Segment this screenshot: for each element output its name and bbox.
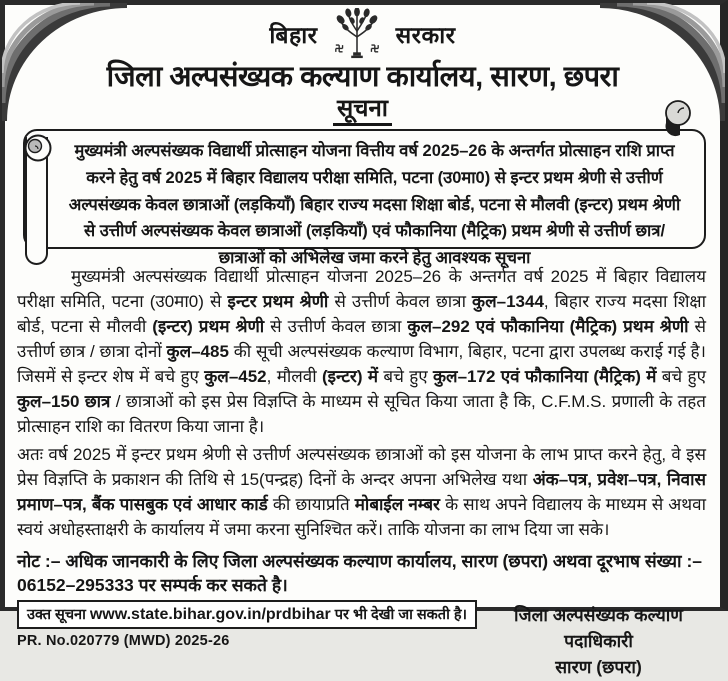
text-segment: की छायाप्रति <box>267 494 355 514</box>
text-segment: से उत्तीर्ण छात्र / छात्रा दोनों <box>17 317 706 362</box>
text-segment: के साथ अपने विद्यालय के माध्यम से अथवा स्वयं अधोहस्ताक्षरी के कार्यालय में जमा करना सुनिश्चित करें। ताकि योजना का लाभ दिया जा सके। <box>17 494 706 539</box>
footer <box>5 598 720 681</box>
website-prefix: उक्त सूचना <box>27 606 90 623</box>
text-segment: मुख्यमंत्री अल्पसंख्यक विद्यार्थी प्रोत्साहन योजना 2025–26 के अन्तर्गत वर्ष 2025 में बिहार विद्यालय परीक्षा समिति, पटना (उ0मा0) से <box>17 267 706 312</box>
text-segment: / छात्राओं को इस प्रेस विज्ञप्ति के माध्यम से सूचित किया जाता है कि, C.F.M.S. प्रणाली के तहत प्रोत्साहन राशि का वितरण किया जाना है। <box>17 392 706 436</box>
text-segment-bold: अंक–पत्र, प्रवेश–पत्र, निवास प्रमाण–पत्र, बैंक पासबुक एवं आधार कार्ड <box>17 469 707 514</box>
text-segment: , बिहार राज्य मदसा शिक्षा बोर्ड, पटना से मौलवी <box>17 292 706 337</box>
text-segment-bold: कुल–150 छात्र <box>17 392 111 411</box>
text-segment: से उत्तीर्ण केवल छात्रा <box>328 292 473 312</box>
paragraph-2 <box>17 443 706 543</box>
website-url: www.state.bihar.gov.in/prdbihar <box>89 605 331 623</box>
page-title: जिला अल्पसंख्यक कल्याण कार्यालय, सारण, छपरा <box>106 61 619 93</box>
text-segment: अतः वर्ष 2025 में इन्टर प्रथम श्रेणी से उत्तीर्ण अल्पसंख्यक छात्राओं को इस योजना के लाभ प्राप्त करने हेतु, वे इस प्रेस विज्ञप्ति के प्रकाशन की तिथि से 15(पन्द्रह) दिनों के अन्दर अपना अभिलेख यथा <box>17 444 706 489</box>
text-segment: की सूची अल्पसंख्यक कल्याण विभाग, बिहार, पटना द्वारा उपलब्ध कराई गई है। जिसमें से इन्टर शेष में बचे हुए <box>17 342 706 387</box>
text-segment: , मौलवी <box>266 367 322 387</box>
text-segment-bold: कुल–172 एवं फौकानिया (मैट्रिक) में <box>433 367 657 387</box>
gov-word-right: सरकार <box>395 22 456 48</box>
text-segment-bold: कुल–292 एवं फौकानिया (मैट्रिक) प्रथम श्रेणी <box>407 317 689 337</box>
notice-box-area <box>5 125 720 267</box>
text-segment-bold: कुल–1344 <box>472 292 544 312</box>
text-segment: बचे हुए <box>378 367 433 387</box>
masthead <box>5 7 720 61</box>
website-info-box <box>17 600 477 629</box>
text-segment: से उत्तीर्ण केवल छात्रा <box>264 317 408 337</box>
bihar-govt-tree-emblem-icon <box>328 8 386 60</box>
signature-place: सारण (छपरा) <box>555 657 642 678</box>
text-segment: बचे हुए <box>656 367 706 387</box>
text-segment-bold: मोबाईल नम्बर <box>354 494 440 514</box>
footer-left <box>17 600 487 649</box>
page-subtitle-text: सूचना <box>333 95 392 126</box>
gov-word-left: बिहार <box>269 22 318 48</box>
text-segment-bold: (इन्टर) में <box>322 367 379 387</box>
notice-box: मुख्यमंत्री अल्पसंख्यक विद्यार्थी प्रोत्साहन योजना वित्तीय वर्ष 2025–26 के अन्तर्गत प्रोत्साहन राशि प्राप्त करने हेतु वर्ष 2025 में बिहार विद्यालय परीक्षा समिति, पटना (उ0मा0) से इन्टर प्रथम श्रेणी से उत्तीर्ण अल्पसंख्यक केवल छात्राओं (लड़कियाँ) बिहार राज्य मदसा शिक्षा बोर्ड, पटना से मौलवी (इन्टर) प्रथम श्रेणी से उत्तीर्ण अल्पसंख्यक केवल छात्राओं (लड़कियाँ) एवं फौकानिया (मैट्रिक) प्रथम श्रेणी से उत्तीर्ण छात्र/छात्राओं को अभिलेख जमा करने हेतु आवश्यक सूचना <box>23 129 706 249</box>
text-segment-bold: इन्टर प्रथम श्रेणी <box>227 292 329 312</box>
signature-block <box>487 600 710 681</box>
signature-designation: जिला अल्पसंख्यक कल्याण पदाधिकारी <box>514 604 683 652</box>
text-segment-bold: (इन्टर) प्रथम श्रेणी <box>152 317 265 337</box>
website-suffix: पर भी देखी जा सकती है। <box>330 606 468 623</box>
scroll-curl-top-right-icon <box>656 97 700 139</box>
scroll-roll-top-icon <box>23 133 53 163</box>
pr-number: PR. No.020779 (MWD) 2025-26 <box>17 632 230 649</box>
note-line: नोट :– अधिक जानकारी के लिए जिला अल्पसंख्यक कल्याण कार्यालय, सारण (छपरा) अथवा दूरभाष संख्या :– 06152–295333 पर सम्पर्क कर सकते है। <box>17 550 703 596</box>
text-segment-bold: कुल–452 <box>204 367 267 387</box>
paragraph-1 <box>17 265 706 440</box>
text-segment-bold: कुल–485 <box>166 342 229 362</box>
notice-body <box>5 261 720 598</box>
page-subtitle <box>5 96 720 121</box>
